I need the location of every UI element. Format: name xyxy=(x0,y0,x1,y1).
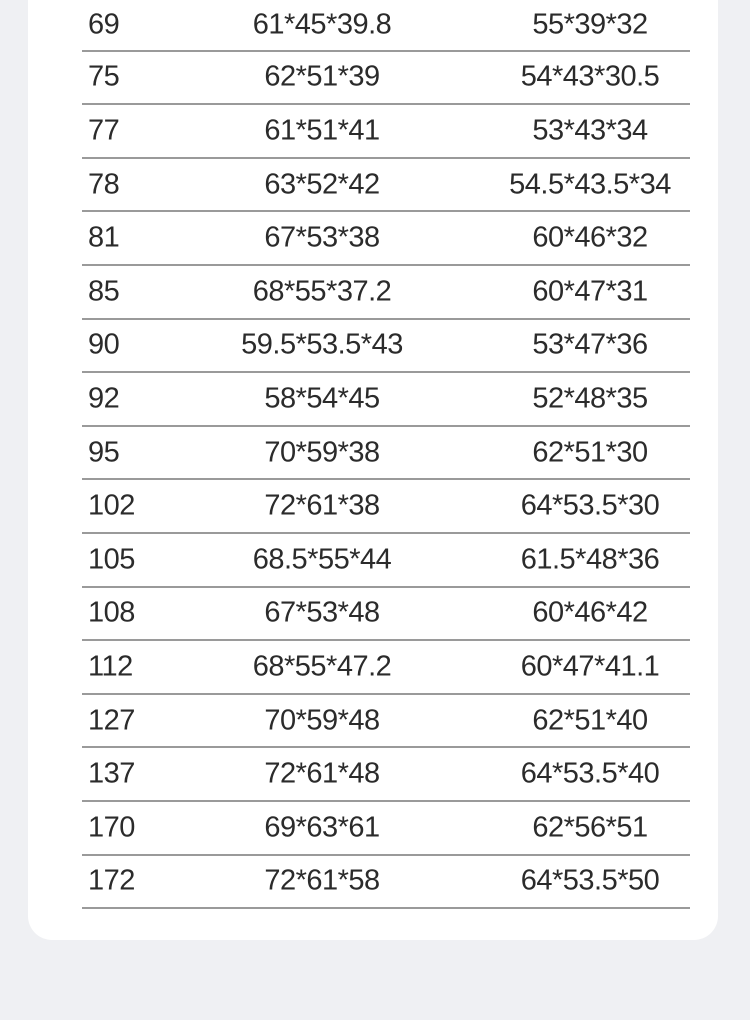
table-row: 81 67*53*38 60*46*32 xyxy=(82,212,690,266)
table-row: 127 70*59*48 62*51*40 xyxy=(82,695,690,749)
table-row: 69 61*45*39.8 55*39*32 xyxy=(82,0,690,52)
capacity-cell: 95 xyxy=(88,436,120,469)
table-row: 92 58*54*45 52*48*35 xyxy=(82,373,690,427)
table-row: 102 72*61*38 64*53.5*30 xyxy=(82,480,690,534)
capacity-cell: 78 xyxy=(88,168,120,201)
table-row: 105 68.5*55*44 61.5*48*36 xyxy=(82,534,690,588)
table-row: 75 62*51*39 54*43*30.5 xyxy=(82,52,690,106)
table-row: 95 70*59*38 62*51*30 xyxy=(82,427,690,481)
capacity-cell: 102 xyxy=(88,489,135,522)
table-row: 170 69*63*61 62*56*51 xyxy=(82,802,690,856)
capacity-cell: 75 xyxy=(88,60,120,93)
capacity-cell: 137 xyxy=(88,757,135,790)
table-row: 90 59.5*53.5*43 53*47*36 xyxy=(82,320,690,374)
table-row: 112 68*55*47.2 60*47*41.1 xyxy=(82,641,690,695)
table-row: 137 72*61*48 64*53.5*40 xyxy=(82,748,690,802)
table-row: 77 61*51*41 53*43*34 xyxy=(82,105,690,159)
capacity-cell: 105 xyxy=(88,543,135,576)
capacity-cell: 170 xyxy=(88,811,135,844)
table-row: 172 72*61*58 64*53.5*50 xyxy=(82,856,690,910)
capacity-cell: 81 xyxy=(88,221,120,254)
capacity-cell: 77 xyxy=(88,114,120,147)
capacity-cell: 172 xyxy=(88,864,135,897)
capacity-cell: 90 xyxy=(88,328,120,361)
table-row: 78 63*52*42 54.5*43.5*34 xyxy=(82,159,690,213)
capacity-cell: 85 xyxy=(88,275,120,308)
table-row: 85 68*55*37.2 60*47*31 xyxy=(82,266,690,320)
capacity-cell: 92 xyxy=(88,382,120,415)
capacity-cell: 69 xyxy=(88,8,120,41)
size-table xyxy=(82,0,690,909)
table-row: 108 67*53*48 60*46*42 xyxy=(82,588,690,642)
capacity-cell: 108 xyxy=(88,596,135,629)
capacity-cell: 112 xyxy=(88,650,133,683)
capacity-cell: 127 xyxy=(88,704,135,737)
